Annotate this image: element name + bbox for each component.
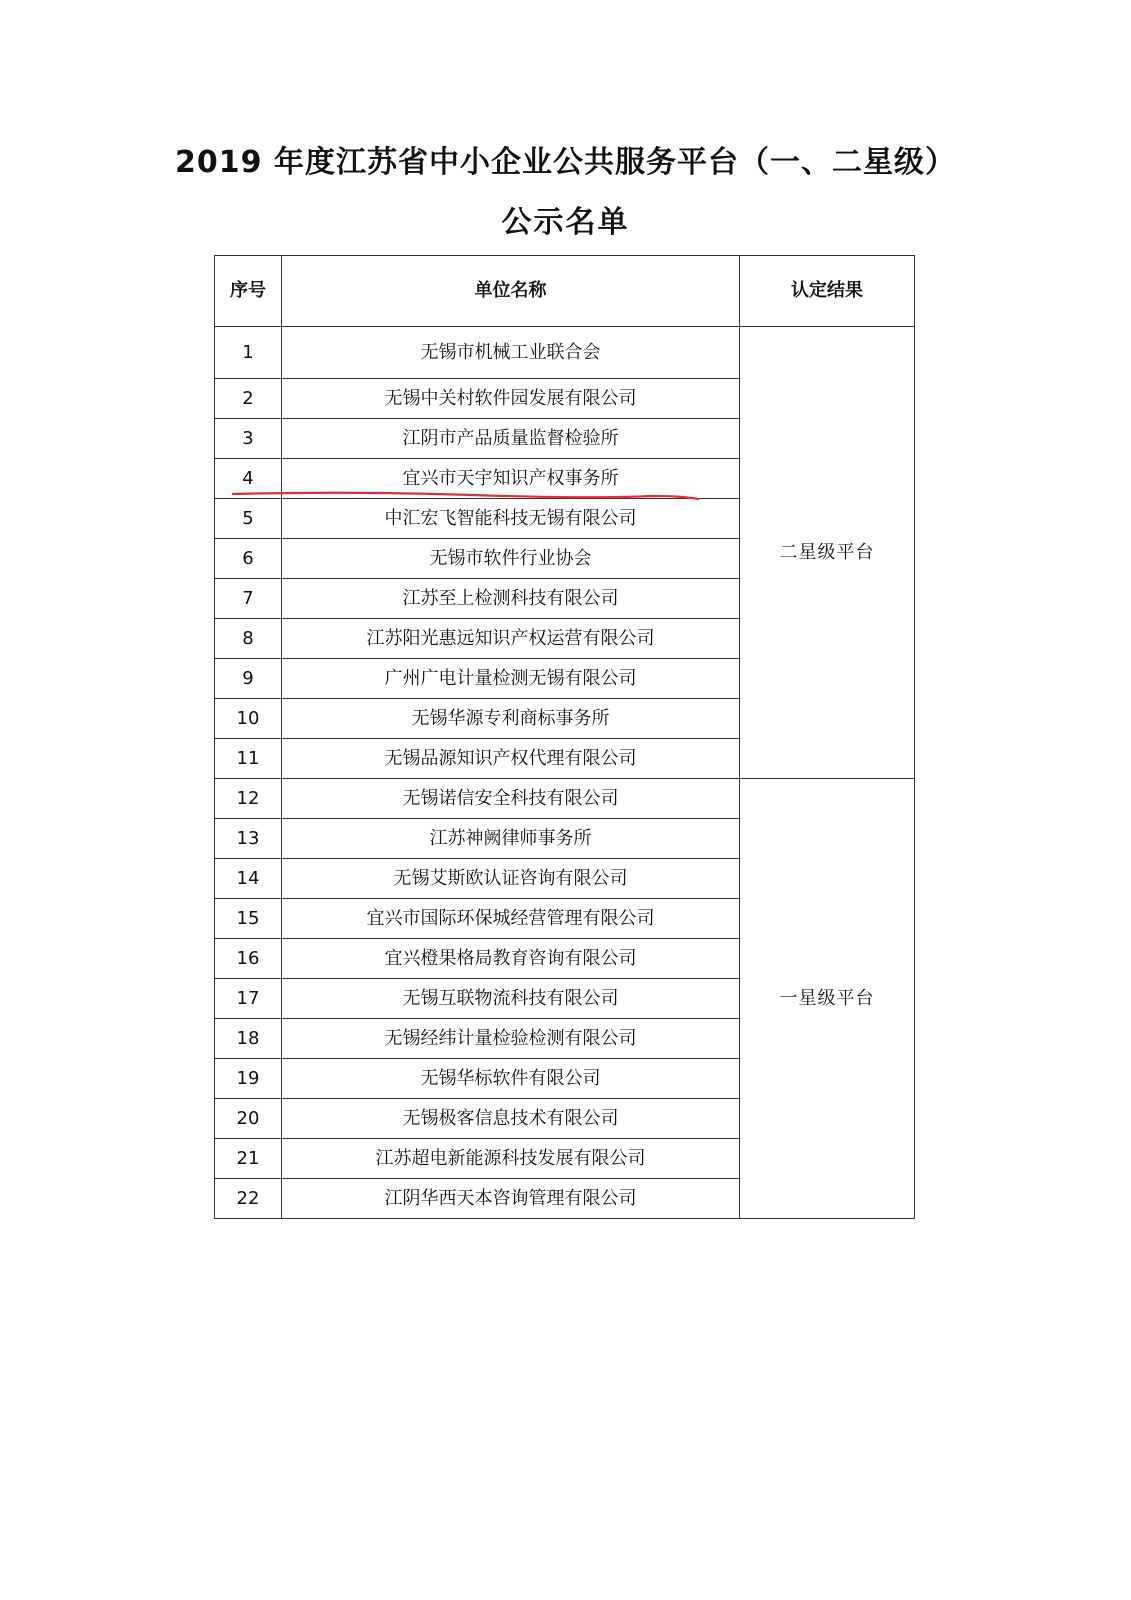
cell-unit-name: 无锡极客信息技术有限公司 [282,1099,740,1139]
cell-serial-number: 2 [215,379,282,419]
cell-unit-name: 无锡市机械工业联合会 [282,327,740,379]
cell-serial-number: 7 [215,579,282,619]
header-serial-number: 序号 [215,256,282,327]
cell-certification-result: 二星级平台 [740,327,915,779]
cell-unit-name: 无锡诺信安全科技有限公司 [282,779,740,819]
cell-serial-number: 18 [215,1019,282,1059]
cell-unit-name: 无锡华标软件有限公司 [282,1059,740,1099]
document-title: 2019 年度江苏省中小企业公共服务平台（一、二星级） [175,145,956,180]
cell-unit-name: 无锡中关村软件园发展有限公司 [282,379,740,419]
cell-serial-number: 6 [215,539,282,579]
cell-serial-number: 14 [215,859,282,899]
cell-unit-name: 无锡品源知识产权代理有限公司 [282,739,740,779]
cell-serial-number: 1 [215,327,282,379]
cell-unit-name: 无锡艾斯欧认证咨询有限公司 [282,859,740,899]
cell-unit-name: 江苏神阙律师事务所 [282,819,740,859]
header-result: 认定结果 [740,256,915,327]
table-header-row [215,256,915,327]
cell-unit-name: 宜兴橙果格局教育咨询有限公司 [282,939,740,979]
cell-serial-number: 5 [215,499,282,539]
cell-serial-number: 15 [215,899,282,939]
cell-unit-name: 无锡市软件行业协会 [282,539,740,579]
cell-unit-name: 中汇宏飞智能科技无锡有限公司 [282,499,740,539]
cell-serial-number: 8 [215,619,282,659]
table-row [215,779,915,819]
cell-serial-number: 12 [215,779,282,819]
cell-serial-number: 20 [215,1099,282,1139]
cell-unit-name: 无锡经纬计量检验检测有限公司 [282,1019,740,1059]
cell-certification-result: 一星级平台 [740,779,915,1219]
cell-serial-number: 3 [215,419,282,459]
cell-unit-name: 江苏阳光惠远知识产权运营有限公司 [282,619,740,659]
cell-serial-number: 4 [215,459,282,499]
cell-serial-number: 10 [215,699,282,739]
cell-unit-name: 宜兴市国际环保城经营管理有限公司 [282,899,740,939]
cell-unit-name: 广州广电计量检测无锡有限公司 [282,659,740,699]
cell-unit-name: 江苏至上检测科技有限公司 [282,579,740,619]
cell-serial-number: 13 [215,819,282,859]
cell-serial-number: 9 [215,659,282,699]
cell-serial-number: 21 [215,1139,282,1179]
cell-serial-number: 11 [215,739,282,779]
cell-unit-name: 无锡互联物流科技有限公司 [282,979,740,1019]
table-row [215,327,915,379]
cell-serial-number: 19 [215,1059,282,1099]
header-unit-name: 单位名称 [282,256,740,327]
cell-serial-number: 17 [215,979,282,1019]
cell-unit-name: 江苏超电新能源科技发展有限公司 [282,1139,740,1179]
cell-unit-name: 无锡华源专利商标事务所 [282,699,740,739]
cell-unit-name: 宜兴市天宇知识产权事务所 [282,459,740,499]
cell-unit-name: 江阴华西天本咨询管理有限公司 [282,1179,740,1219]
cell-serial-number: 16 [215,939,282,979]
table-body [215,327,915,1219]
document-subtitle: 公示名单 [501,205,630,240]
cell-unit-name: 江阴市产品质量监督检验所 [282,419,740,459]
platform-list-table [214,255,915,1219]
cell-serial-number: 22 [215,1179,282,1219]
